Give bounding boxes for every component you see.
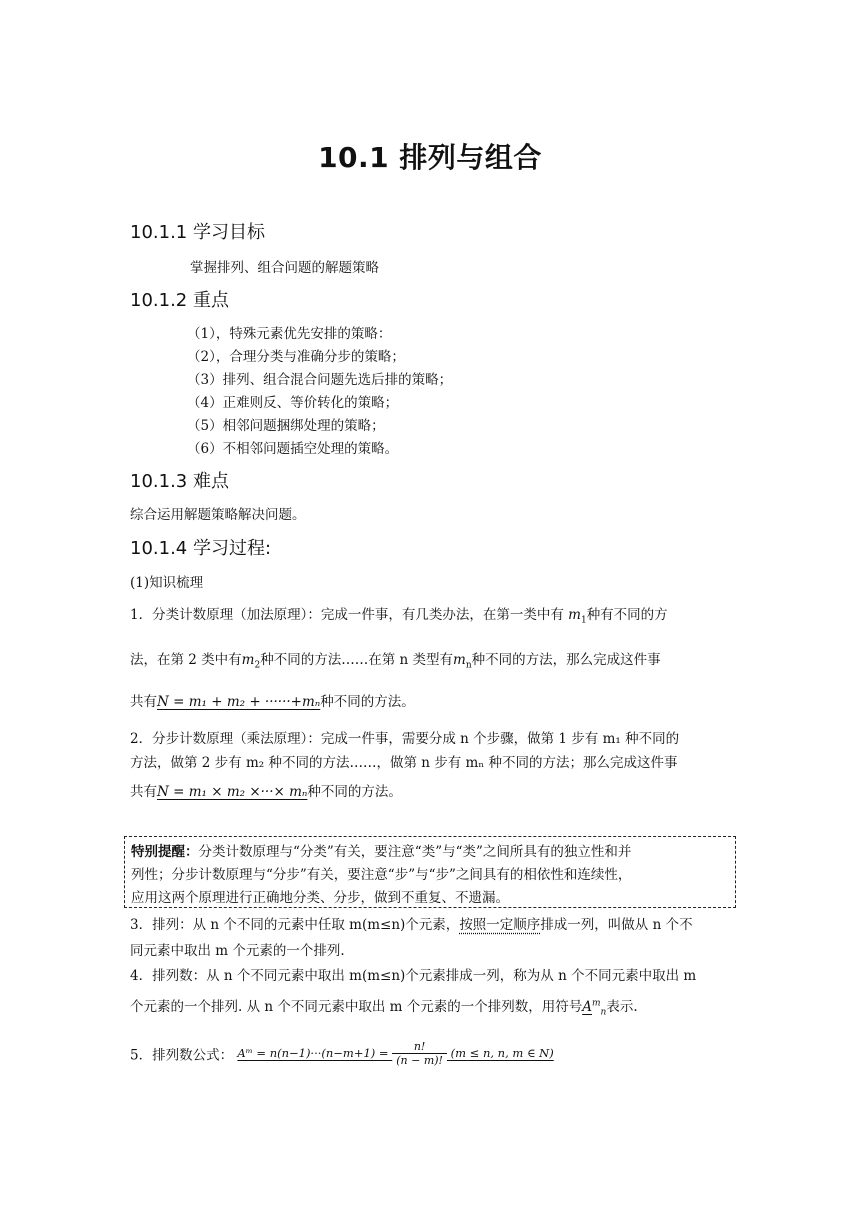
section-heading-objectives: 10.1.1 学习目标 (130, 222, 265, 243)
addition-formula: N = m₁ + m₂ + ······+mₙ (157, 694, 321, 710)
paragraph-addition-principle-line1: 1．分类计数原理（加法原理）：完成一件事，有几类办法，在第一类中有 $m_1$种有不同的方 (130, 607, 668, 626)
paragraph-permutation-number-line2: 个元素的一个排列. 从 n 个不同元素中取出 m 个元素的一个排列数，用符号$A^m_n$表示. (130, 998, 638, 1018)
page-title: 10.1 排列与组合 (318, 141, 542, 174)
objectives-text: 掌握排列、组合问题的解题策略 (190, 260, 379, 276)
paragraph-permutation-line1: 3．排列：从 n 个不同的元素中任取 m(m≤n)个元素，按照一定顺序排成一列，叫做从 n 个不 (130, 917, 693, 933)
paragraph-permutation-formula: 5．排列数公式： Aᵐ = n(n−1)···(n−m+1) = $\frac{n!}{(n - m)!}$ (m ≤ n, n, m ∈ N) (130, 1040, 554, 1067)
key-point-item: （1），特殊元素优先安排的策略： (187, 326, 392, 342)
subsection-label: (1)知识梳理 (130, 575, 204, 591)
paragraph-permutation-number-line1: 4．排列数：从 n 个不同元素中取出 m(m≤n)个元素排成一列，称为从 n 个不同元素中取出 m (130, 968, 697, 984)
difficulty-text: 综合运用解题策略解决问题。 (130, 507, 306, 523)
permutation-symbol: A (582, 999, 592, 1015)
paragraph-addition-principle-line2: 法，在第 2 类中有$m_2$种不同的方法……在第 n 类型有$m_n$种不同的方法，那么完成这件事 (130, 652, 661, 671)
special-notice-box: 特别提醒：分类计数原理与“分类”有关，要注意“类”与“类”之间所具有的独立性和并 列性；分步计数原理与“分步”有关，要注意“步”与“步”之间具有的相依性和连续性， 应用这两个原理进行正确地分类、分步，做到不重复、不遗漏。 (124, 836, 736, 908)
permutation-formula: Aᵐ = n(n−1)···(n−m+1) = $\frac{n!}{(n - m)!}$ (m ≤ n, n, m ∈ N) (237, 1040, 554, 1067)
key-point-item: （6）不相邻问题插空处理的策略。 (187, 441, 399, 457)
section-heading-difficulty: 10.1.3 难点 (130, 471, 229, 492)
paragraph-multiplication-principle-line2: 方法，做第 2 步有 m₂ 种不同的方法……，做第 n 步有 mₙ 种不同的方法；那么完成这件事 (130, 755, 678, 771)
key-point-item: （2），合理分类与准确分步的策略； (187, 349, 405, 365)
emphasis-text: 按照一定顺序 (459, 917, 541, 933)
key-point-item: （4）正难则反、等价转化的策略； (187, 395, 399, 411)
key-point-item: （3）排列、组合混合问题先选后排的策略； (187, 372, 453, 388)
paragraph-multiplication-principle-line3: 共有N = m₁ × m₂ ×···× mₙ种不同的方法。 (130, 784, 402, 800)
paragraph-permutation-line2: 同元素中取出 m 个元素的一个排列. (130, 943, 345, 959)
section-heading-process: 10.1.4 学习过程: (130, 538, 272, 559)
paragraph-multiplication-principle-line1: 2．分步计数原理（乘法原理）：完成一件事，需要分成 n 个步骤，做第 1 步有 m₁ 种不同的 (130, 731, 680, 747)
multiplication-formula: N = m₁ × m₂ ×···× mₙ (157, 784, 308, 800)
section-heading-key-points: 10.1.2 重点 (130, 290, 229, 311)
key-point-item: （5）相邻问题捆绑处理的策略； (187, 418, 385, 434)
paragraph-addition-principle-line3: 共有N = m₁ + m₂ + ······+mₙ种不同的方法。 (130, 694, 415, 710)
notice-label: 特别提醒： (131, 844, 199, 860)
formula-fraction: $\frac{n!}{(n - m)!}$ (392, 1040, 447, 1067)
